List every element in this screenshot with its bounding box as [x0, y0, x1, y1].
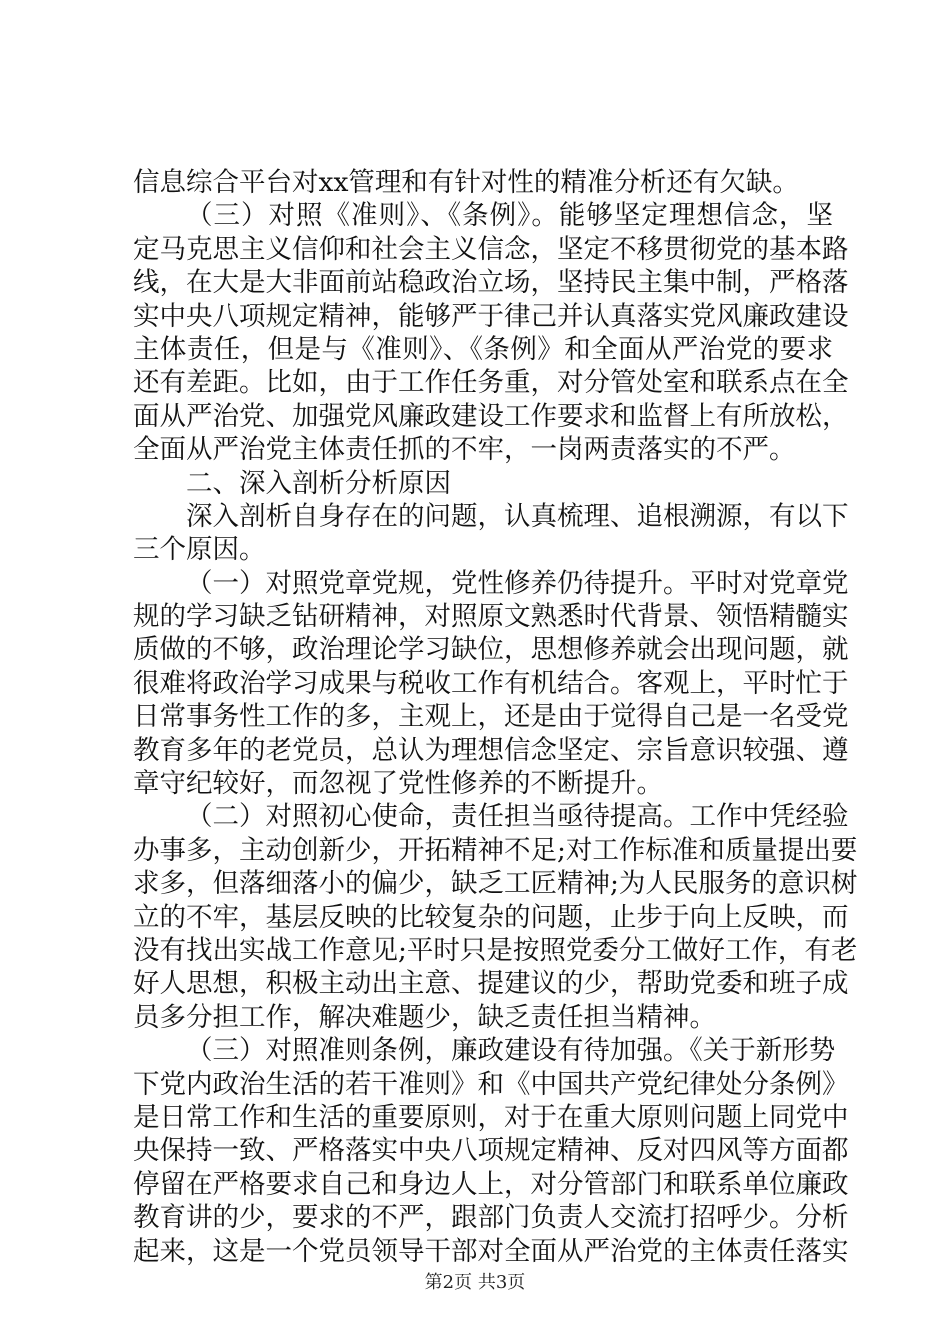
text-line: 央保持一致、严格落实中央八项规定精神、反对四风等方面都 [133, 1135, 849, 1167]
text-line: 规的学习缺乏钻研精神，对照原文熟悉时代背景、领悟精髓实 [133, 601, 849, 633]
text-line: 停留在严格要求自己和身边人上，对分管部门和联系单位廉政 [133, 1168, 849, 1200]
text-line: 深入剖析自身存在的问题，认真梳理、追根溯源，有以下 [186, 500, 849, 532]
text-line: 实中央八项规定精神，能够严于律己并认真落实党风廉政建设 [133, 300, 849, 332]
text-line: 好人思想，积极主动出主意、提建议的少，帮助党委和班子成 [133, 968, 849, 1000]
text-line: 起来，这是一个党员领导干部对全面从严治党的主体责任落实 [133, 1235, 849, 1267]
text-line: 面从严治党、加强党风廉政建设工作要求和监督上有所放松， [133, 400, 849, 432]
text-line: 很难将政治学习成果与税收工作有机结合。客观上，平时忙于 [133, 667, 849, 699]
text-line: 质做的不够，政治理论学习缺位，思想修养就会出现问题，就 [133, 634, 849, 666]
document-body [133, 166, 858, 1268]
text-line: （三）对照准则条例，廉政建设有待加强。《关于新形势 [186, 1035, 836, 1067]
text-line: 三个原因。 [133, 534, 266, 566]
page-footer: 第2页 共3页 [424, 1272, 526, 1293]
text-line: 没有找出实战工作意见;平时只是按照党委分工做好工作，有老 [133, 934, 858, 966]
text-line: 二、深入剖析分析原因 [186, 467, 451, 499]
text-line: 立的不牢，基层反映的比较复杂的问题，止步于向上反映，而 [133, 901, 849, 933]
text-line: 全面从严治党主体责任抓的不牢，一岗两责落实的不严。 [133, 434, 796, 466]
text-line: 下党内政治生活的若干准则》和《中国共产党纪律处分条例》 [133, 1068, 849, 1100]
text-line: 员多分担工作，解决难题少，缺乏责任担当精神。 [133, 1001, 716, 1033]
text-line: 定马克思主义信仰和社会主义信念，坚定不移贯彻党的基本路 [133, 233, 849, 265]
text-line: 日常事务性工作的多，主观上，还是由于觉得自己是一名受党 [133, 701, 849, 733]
text-line: （一）对照党章党规，党性修养仍待提升。平时对党章党 [186, 567, 849, 599]
text-line: 主体责任，但是与《准则》、《条例》和全面从严治党的要求 [133, 333, 833, 365]
text-line: 线，在大是大非面前站稳政治立场，坚持民主集中制，严格落 [133, 267, 849, 299]
text-line: （三）对照《准则》、《条例》。能够坚定理想信念，坚 [186, 200, 833, 232]
text-line: 教育多年的老党员，总认为理想信念坚定、宗旨意识较强、遵 [133, 734, 849, 766]
text-line: （二）对照初心使命，责任担当亟待提高。工作中凭经验 [186, 801, 849, 833]
text-line: 办事多，主动创新少，开拓精神不足;对工作标准和质量提出要 [133, 834, 858, 866]
text-line: 章守纪较好，而忽视了党性修养的不断提升。 [133, 768, 663, 800]
text-line: 求多，但落细落小的偏少，缺乏工匠精神;为人民服务的意识树 [133, 868, 858, 900]
text-line: 还有差距。比如，由于工作任务重，对分管处室和联系点在全 [133, 367, 849, 399]
text-line: 信息综合平台对xx管理和有针对性的精准分析还有欠缺。 [133, 167, 799, 198]
text-line: 是日常工作和生活的重要原则，对于在重大原则问题上同党中 [133, 1101, 849, 1133]
text-line: 教育讲的少，要求的不严，跟部门负责人交流打招呼少。分析 [133, 1202, 849, 1234]
